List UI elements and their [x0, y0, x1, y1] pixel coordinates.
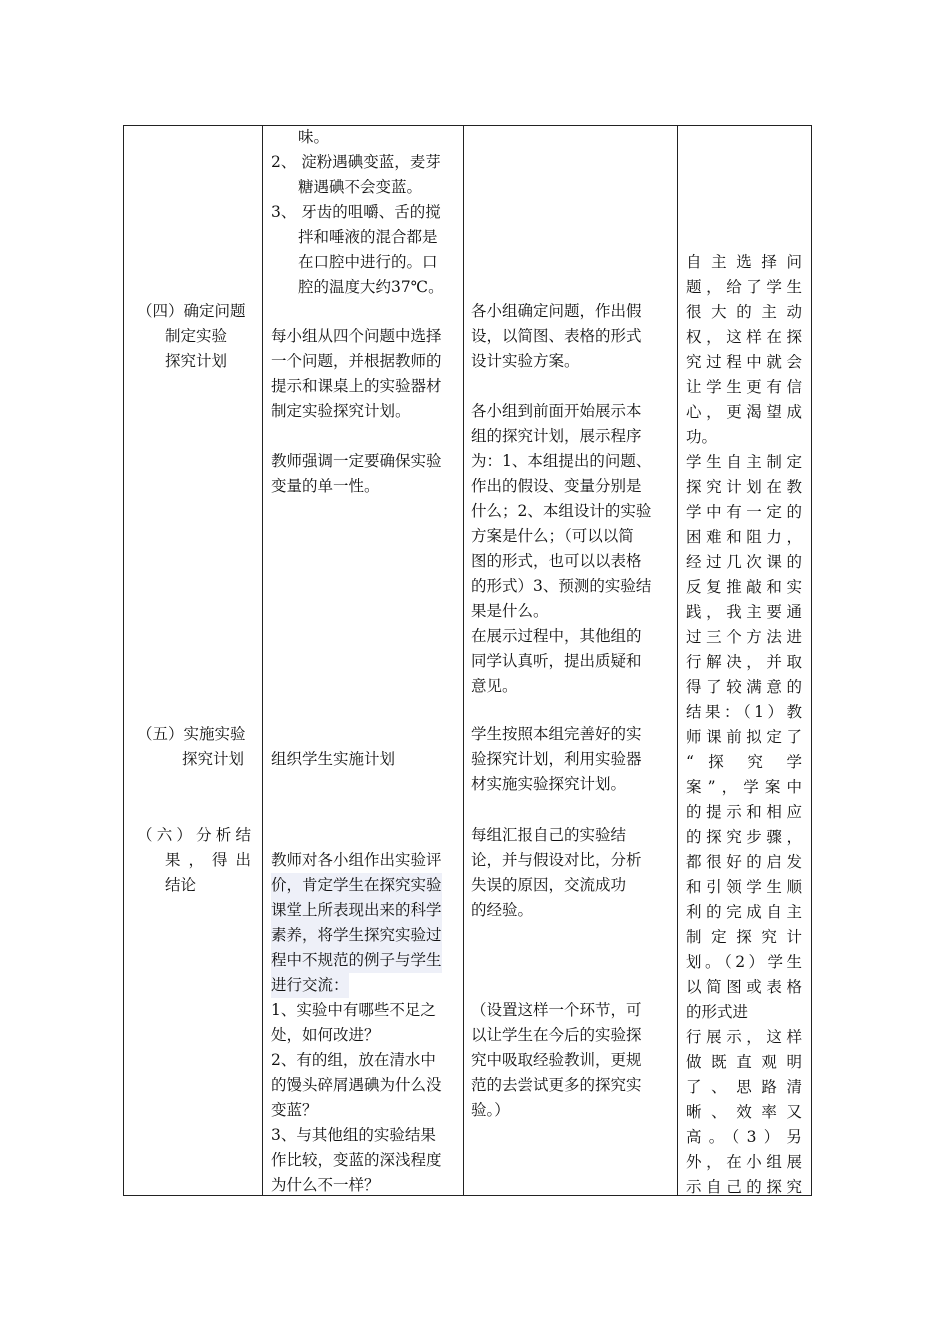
stage-6-line-1: （六）分析结: [137, 826, 251, 844]
stage-5-line-2: 探究计划: [182, 750, 245, 768]
teacher-text-line: 提示和课桌上的实验器材: [271, 377, 442, 395]
design-intent-line: 权，这样在探: [686, 328, 802, 346]
design-intent-line: 很大的主动: [686, 303, 802, 321]
stage-6-line-3: 结论: [165, 876, 197, 894]
design-intent-line: 利的完成自主: [686, 903, 802, 921]
teacher-text-line: 变量的单一性。: [271, 477, 380, 495]
teacher-text-line: 制定实验探究计划。: [271, 402, 411, 420]
design-intent-line: 功。: [686, 428, 718, 446]
design-intent-line: 都很好的启发: [686, 853, 802, 871]
design-intent-line: “ 探 究 学: [686, 753, 802, 771]
design-intent-line: 探究计划在教: [686, 478, 802, 496]
design-intent-line: 困难和阻力，: [686, 528, 802, 546]
student-note-line: 以让学生在今后的实验探: [471, 1026, 642, 1044]
design-intent-line: 心，更渴望成: [686, 403, 802, 421]
student-text-line: 每组汇报自己的实验结: [471, 826, 627, 844]
teacher-text-line: 3、 牙齿的咀嚼、舌的搅: [271, 203, 441, 221]
student-text-line: 方案是什么；（可以以简: [471, 527, 634, 545]
teacher-text-line: 教师强调一定要确保实验: [271, 452, 442, 470]
student-note-line: 验。）: [471, 1101, 510, 1119]
teacher-text-line: 进行交流：: [271, 973, 349, 998]
design-intent-line: 做既直观明: [686, 1053, 802, 1071]
teacher-text-line: 2、 淀粉遇碘变蓝，麦芽: [271, 153, 441, 171]
teacher-text-line: 课堂上所表现出来的科学: [271, 898, 442, 923]
design-intent-line: 的探究步骤，: [686, 828, 802, 846]
design-intent-line: 践，我主要通: [686, 603, 802, 621]
design-intent-line: 学生自主制定: [686, 453, 802, 471]
student-text-line: 的形式）3、预测的实验结: [471, 577, 652, 595]
teacher-question-line: 作比较，变蓝的深浅程度: [271, 1151, 442, 1169]
student-text-line: 图的形式，也可以以表格: [471, 552, 642, 570]
design-intent-line: 师课前拟定了: [686, 728, 802, 746]
student-text-line: 设，以简图、表格的形式: [471, 327, 642, 345]
teacher-question-line: 变蓝？: [271, 1101, 318, 1119]
stage-4-line-3: 探究计划: [165, 352, 228, 370]
teacher-text-line: 程中不规范的例子与学生: [271, 948, 442, 973]
column-divider: [262, 126, 263, 1195]
design-intent-line: 题，给了学生: [686, 278, 802, 296]
design-intent-line: 经过几次课的: [686, 553, 802, 571]
design-intent-line: 究过程中就会: [686, 353, 802, 371]
design-intent-line: 反复推敲和实: [686, 578, 802, 596]
teacher-text-line: 拌和唾液的混合都是: [298, 228, 438, 246]
design-intent-line: 高。（3）另: [686, 1128, 802, 1146]
design-intent-line: 了、思路清: [686, 1078, 802, 1096]
student-note-line: 范的去尝试更多的探究实: [471, 1076, 642, 1094]
design-intent-line: 行展示，这样: [686, 1028, 802, 1046]
stage-4-line-1: （四）确定问题: [137, 302, 246, 320]
student-text-line: 作出的假设、变量分别是: [471, 477, 642, 495]
student-text-line: 果是什么。: [471, 602, 549, 620]
design-intent-line: 以简图或表格: [686, 978, 802, 996]
teacher-question-line: 为什么不一样？: [271, 1176, 380, 1194]
design-intent-line: 制定探究计: [686, 928, 802, 946]
design-intent-line: 示自己的探究: [686, 1178, 802, 1196]
design-intent-line: 学中有一定的: [686, 503, 802, 521]
teacher-text-line: 腔的温度大约37℃。: [298, 278, 444, 296]
stage-5-line-1: （五）实施实验: [137, 725, 246, 743]
student-text-line: 什么；2、本组设计的实验: [471, 502, 652, 520]
column-divider: [463, 126, 464, 1195]
student-text-line: 意见。: [471, 677, 518, 695]
teacher-text-line: 在口腔中进行的。口: [298, 253, 438, 271]
student-text-line: 组的探究计划，展示程序: [471, 427, 642, 445]
student-text-line: 同学认真听，提出质疑和: [471, 652, 642, 670]
student-text-line: 各小组到前面开始展示本: [471, 402, 642, 420]
teacher-question-line: 处，如何改进？: [271, 1026, 380, 1044]
student-note-line: （设置这样一个环节，可: [471, 1001, 642, 1019]
teacher-text-line: 糖遇碘不会变蓝。: [298, 178, 423, 196]
student-text-line: 在展示过程中，其他组的: [471, 627, 642, 645]
design-intent-line: 的形式进: [686, 1003, 749, 1021]
teacher-text-line: 每小组从四个问题中选择: [271, 327, 442, 345]
student-text-line: 材实施实验探究计划。: [471, 775, 627, 793]
design-intent-line: 的提示和相应: [686, 803, 802, 821]
student-note-line: 究中吸取经验教训，更规: [471, 1051, 642, 1069]
design-intent-line: 结果：（1）教: [686, 703, 802, 721]
design-intent-line: 案”，学案中: [686, 778, 802, 796]
design-intent-line: 过三个方法进: [686, 628, 802, 646]
teacher-text-line: 教师对各小组作出实验评: [271, 851, 442, 869]
teacher-question-line: 3、与其他组的实验结果: [271, 1126, 436, 1144]
stage-6-line-2: 果，得出: [165, 851, 251, 869]
design-intent-line: 和引领学生顺: [686, 878, 802, 896]
student-text-line: 的经验。: [471, 901, 534, 919]
student-text-line: 各小组确定问题，作出假: [471, 302, 642, 320]
teacher-text-line: 组织学生实施计划: [271, 750, 396, 768]
design-intent-line: 晰、效率又: [686, 1103, 802, 1121]
teacher-question-line: 2、有的组，放在清水中: [271, 1051, 436, 1069]
design-intent-line: 让学生更有信: [686, 378, 802, 396]
student-text-line: 为：1、本组提出的问题、: [471, 452, 652, 470]
student-text-line: 论，并与假设对比，分析: [471, 851, 642, 869]
teacher-question-line: 的馒头碎屑遇碘为什么没: [271, 1076, 442, 1094]
teacher-text-line: 素养，将学生探究实验过: [271, 923, 442, 948]
student-text-line: 学生按照本组完善好的实: [471, 725, 642, 743]
student-text-line: 失误的原因，交流成功: [471, 876, 627, 894]
design-intent-line: 自主选择问: [686, 253, 802, 271]
column-divider: [677, 126, 678, 1195]
student-text-line: 验探究计划，利用实验器: [471, 750, 642, 768]
stage-4-line-2: 制定实验: [165, 327, 228, 345]
design-intent-line: 划。（2）学生: [686, 953, 802, 971]
teacher-text-line: 一个问题，并根据教师的: [271, 352, 442, 370]
teacher-text-line: 味。: [298, 128, 330, 146]
design-intent-line: 得了较满意的: [686, 678, 802, 696]
teacher-question-line: 1、实验中有哪些不足之: [271, 1001, 436, 1019]
student-text-line: 设计实验方案。: [471, 352, 580, 370]
teacher-text-line: 价，肯定学生在探究实验: [271, 873, 442, 898]
design-intent-line: 行解决，并取: [686, 653, 802, 671]
design-intent-line: 外，在小组展: [686, 1153, 802, 1171]
